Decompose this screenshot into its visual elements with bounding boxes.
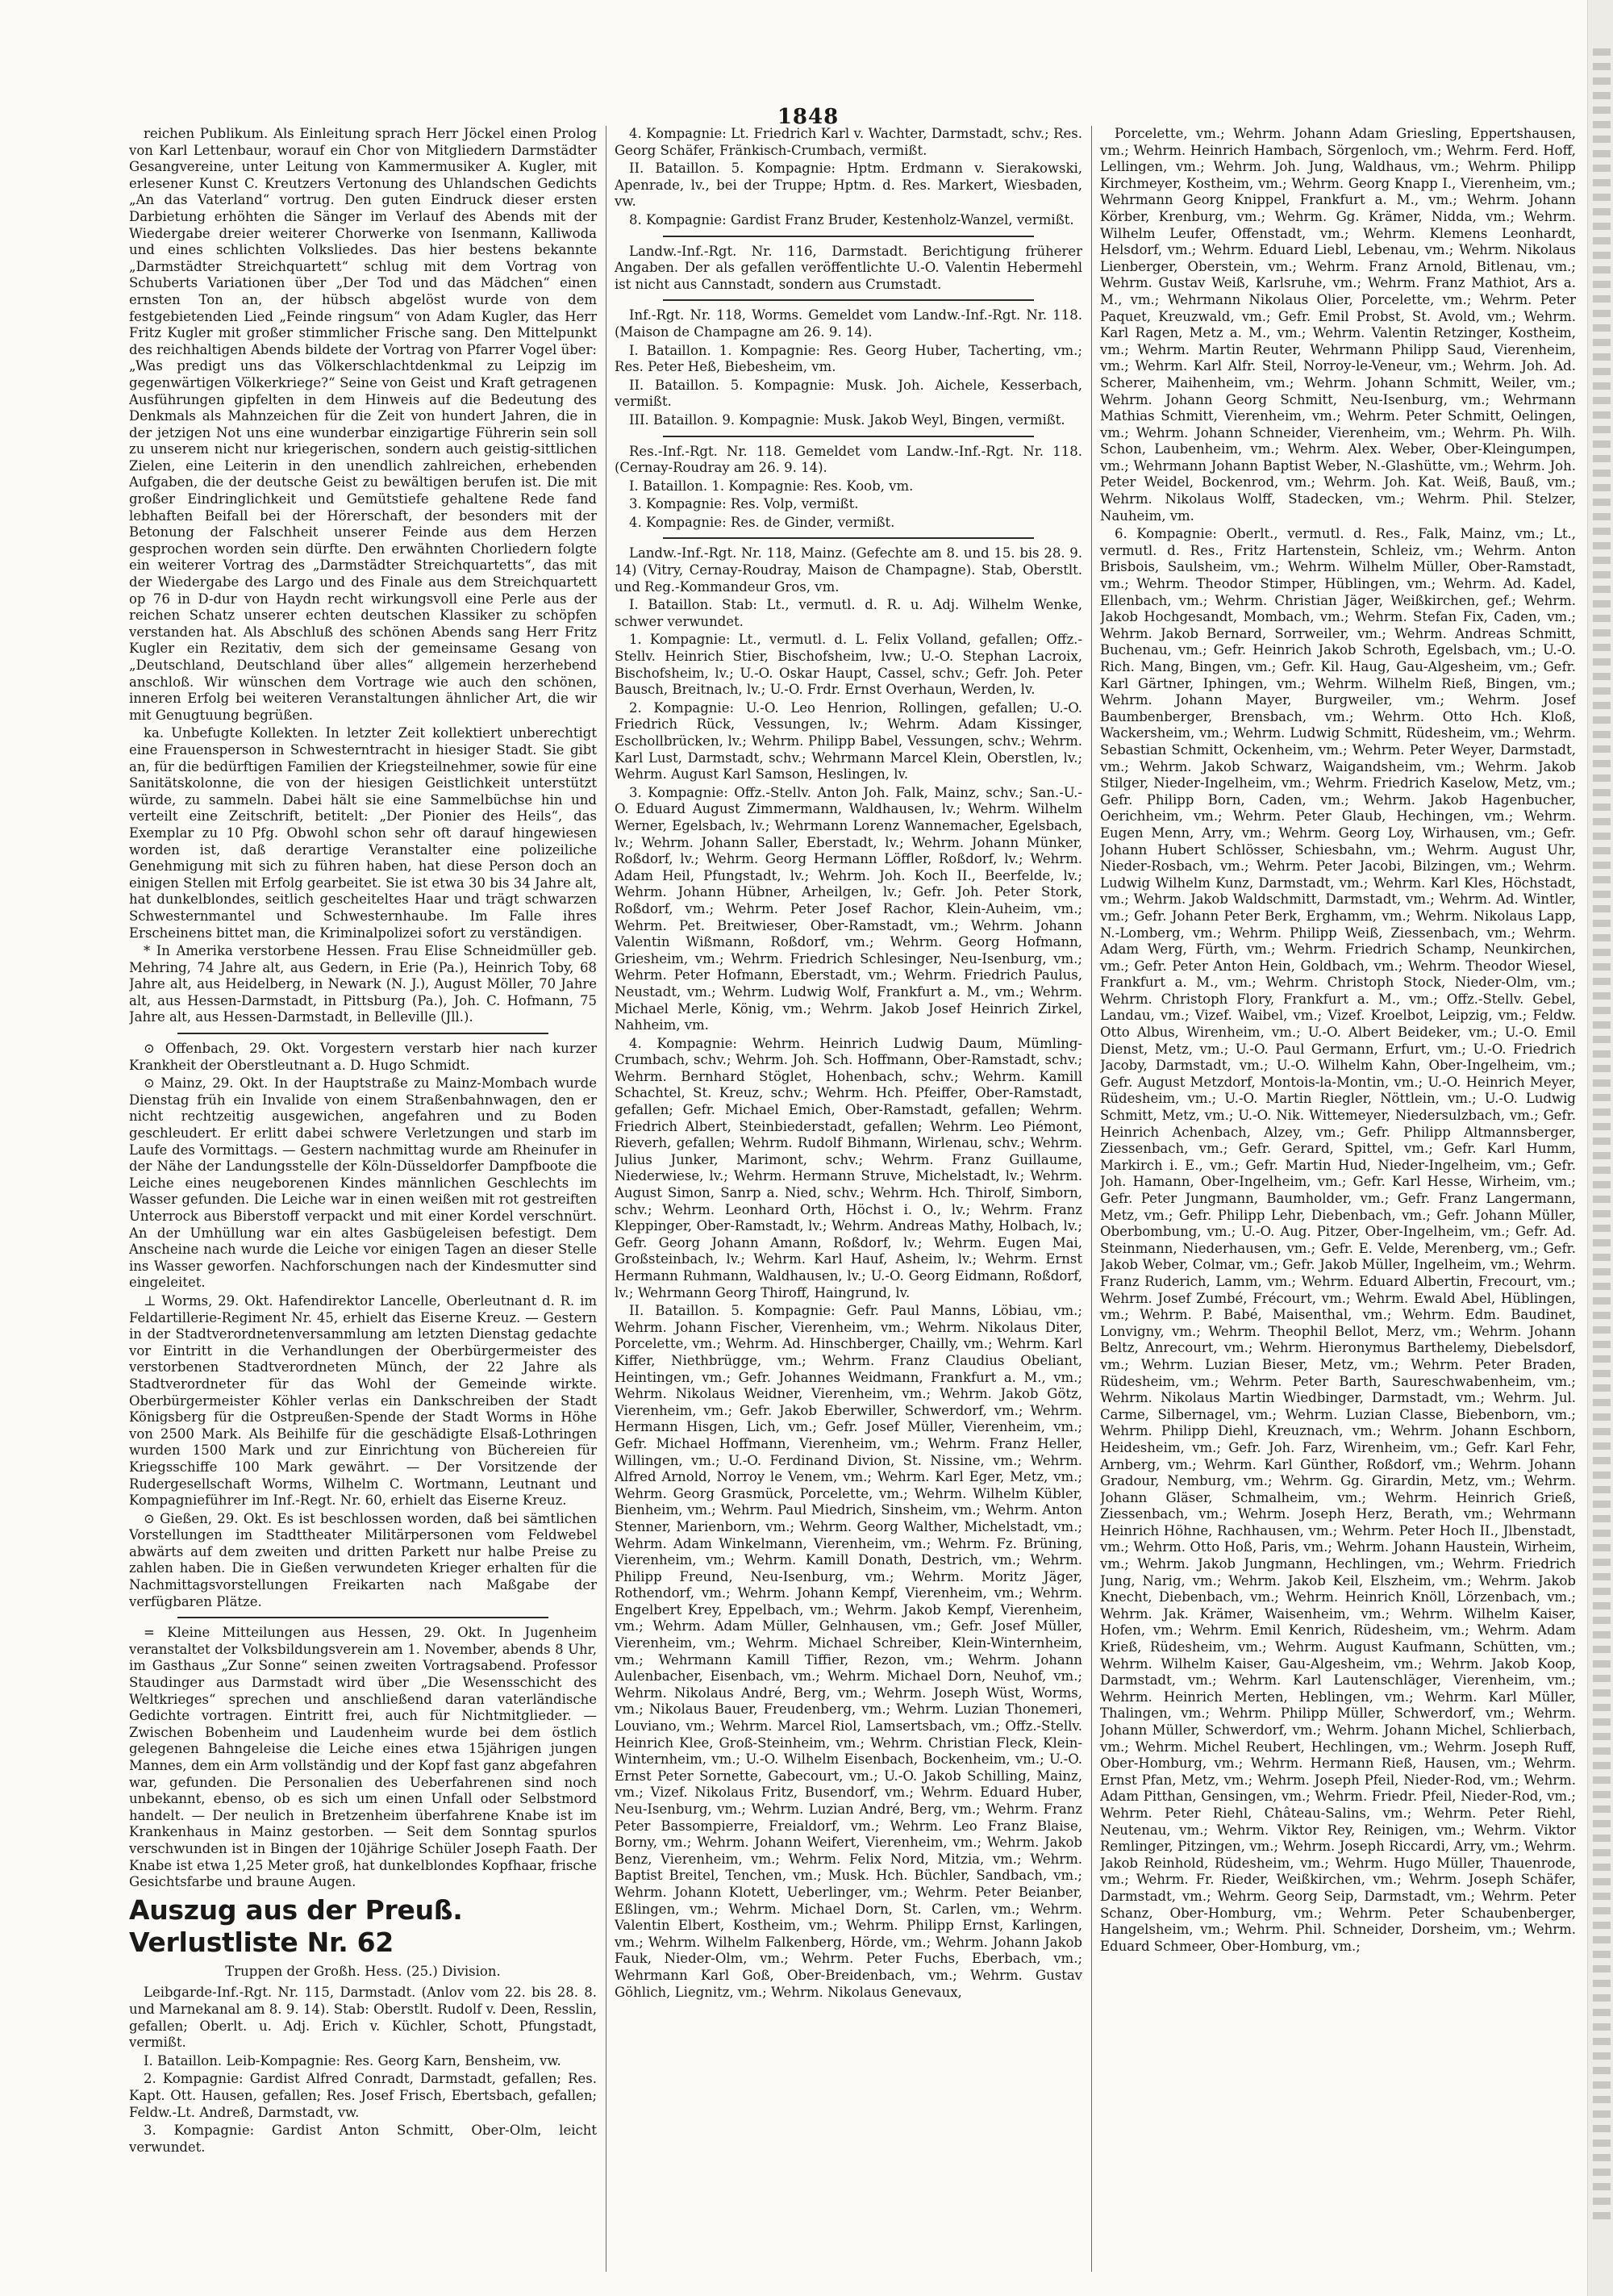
article-paragraph: = Kleine Mitteilungen aus Hessen, 29. Okt. In Jugenheim veranstaltet der Volksbildungsverein am 1. November, abends 8 Uhr, im Gasthaus „Zur Sonne“ seinen zweiten Vortragsabend. Professor Staudinger aus Darmstadt wird über „Die Wesensschicht des Weltkrieges“ sprechen und anschließend daran vaterländische Gedichte vortragen. Eintritt frei, auch für Nichtmitglieder. — Zwischen Bobenheim und Laudenheim wurde bei dem östlich gelegenen Bahngeleise die Leiche eines etwa 15jährigen jungen Mannes, dem ein Arm vollständig und der Kopf fast ganz abgefahren war, gefunden. Die Personalien des Ueberfahrenen sind noch unbekannt, ebenso, ob es sich um einen Unfall oder Selbstmord handelt. — Der neulich in Bretzenheim überfahrene Knabe ist im Krankenhaus in Mainz gestorben. — Seit dem Sonntag spurlos verschwunden ist in Bingen der 10jährige Schüler Joseph Faath. Der Knabe ist etwa 1,25 Meter groß, hat dunkelblondes Kopfhaar, frische Gesichtsfarbe und braune Augen. bbox=[129, 1625, 597, 1890]
article-paragraph: Porcelette, vm.; Wehrm. Johann Adam Griesling, Eppertshausen, vm.; Wehrm. Heinrich Hambach, Sörgenloch, vm.; Wehrm. Ferd. Hoff, Lellingen, vm.; Wehrm. Joh. Jung, Waldhaus, vm.; Wehrm. Philipp Kirchmeyer, Kostheim, vm.; Wehrm. Georg Knapp I., Vierenheim, vm.; Wehrmann Georg Knippel, Frankfurt a. M., vm.; Wehrm. Johann Körber, Krenburg, vm.; Wehrm. Gg. Krämer, Nidda, vm.; Wehrm. Wilhelm Leufer, Offenstadt, vm.; Wehrm. Klemens Leonhardt, Helsdorf, vm.; Wehrm. Eduard Liebl, Lebenau, vm.; Wehrm. Nikolaus Lienberger, Oberstein, vm.; Wehrm. Franz Arnold, Bitlenau, vm.; Wehrm. Gustav Weiß, Karlsruhe, vm.; Wehrm. Franz Mathiot, Ars a. M., vm.; Wehrmann Nikolaus Olier, Porcelette, vm.; Wehrm. Peter Paquet, Kreuzwald, vm.; Gefr. Emil Probst, St. Avold, vm.; Wehrm. Karl Ragen, Metz a. M., vm.; Wehrm. Valentin Retzinger, Kostheim, vm.; Wehrm. Martin Reuter, Wehrmann Philipp Saud, Vierenheim, vm.; Wehrm. Karl Alfr. Steil, Norroy-le-Veneur, vm.; Wehrm. Joh. Ad. Scherer, Maihenheim, vm.; Wehrm. Johann Schmitt, Weiler, vm.; Wehrm. Johann Georg Schmitt, Neu-Isenburg, vm.; Wehrmann Mathias Schmitt, Vierenheim, vm.; Wehrm. Peter Schmitt, Oelingen, vm.; Wehrm. Johann Schneider, Vierenheim, vm.; Wehrm. Ph. Wilh. Schon, Laubenheim, vm.; Wehrm. Alex. Weber, Ober-Kleingumpen, vm.; Wehrmann Johann Baptist Weber, N.-Glashütte, vm.; Wehrm. Joh. Peter Weidel, Bockenrod, vm.; Wehrm. Joh. Kat. Weiß, Bauß, vm.; Wehrm. Nikolaus Wolff, Stadecken, vm.; Wehrm. Phil. Stelzer, Nauheim, vm. bbox=[1100, 126, 1576, 524]
article-paragraph: III. Bataillon. 9. Kompagnie: Musk. Jakob Weyl, Bingen, vermißt. bbox=[629, 411, 1065, 428]
article-paragraph: 3. Kompagnie: Res. Volp, vermißt. bbox=[629, 496, 859, 512]
article-paragraph: ⊙ Mainz, 29. Okt. In der Hauptstraße zu Mainz-Mombach wurde Dienstag früh ein Invalide von einem Straßenbahnwagen, den er nicht rechtzeitig ausgewichen, angefahren und zu Boden geschleudert. Er erlitt dabei schwere Verletzungen und starb im Laufe des Vormittags. — Gestern nachmittag wurde am Rheinufer in der Nähe der Landungsstelle der Köln-Düsseldorfer Dampfboote die Leiche eines neugeborenen Kindes männlichen Geschlechts im Wasser gefunden. Die Leiche war in einen weißen mit rot gestreiften Unterrock aus Biberstoff verpackt und mit einer Kordel verschnürt. An der Umhüllung war ein altes Gasbügeleisen befestigt. Dem Anscheine nach wurde die Leiche vor einigen Tagen an dieser Stelle ins Wasser geworfen. Nachforschungen nach der Kindesmutter sind eingeleitet. bbox=[129, 1075, 597, 1291]
article-paragraph: I. Bataillon. Leib-Kompagnie: Res. Georg Karn, Bensheim, vw. bbox=[144, 2052, 561, 2068]
article-paragraph: * In Amerika verstorbene Hessen. Frau Elise Schneidmüller geb. Mehring, 74 Jahre alt, aus Gedern, in Erie (Pa.), Heinrich Toby, 68 Jahre alt, aus Heidelberg, in Newark (N. J.), August Möller, 70 Jahre alt, aus Hessen-Darmstadt, in Pittsburg (Pa.), Joh. C. Hofmann, 75 Jahre alt, aus Hessen-Darmstadt, in Belleville (Jll.). bbox=[129, 943, 597, 1025]
article-paragraph: ⊥ Worms, 29. Okt. Hafendirektor Lancelle, Oberleutnant d. R. im Feldartillerie-Regiment Nr. 45, erhielt das Eiserne Kreuz. — Gestern in der Stadtverordnetenversammlung am letzten Dienstag gedachte vor Eintritt in die Verhandlungen der Oberbürgermeister des verstorbenen Stadtverordneten Münch, der 22 Jahre als Stadtverordneter für das Wohl der Gemeinde wirkte. Oberbürgermeister Köhler verlas ein Dankschreiben der Stadt Königsberg für die Ostpreußen-Spende der Stadt Worms in Höhe von 2500 Mark. Als Beihilfe für die geschädigte Elsaß-Lothringen wurden 1500 Mark und zur Einrichtung von Büchereien für Kriegsschiffe 100 Mark gewährt. — Der Vorsitzende der Rudergesellschaft Worms, Wilhelm C. Wortmann, Leutnant und Kompagnieführer im Inf.-Regt. Nr. 60, erhielt das Eiserne Kreuz. bbox=[129, 1292, 597, 1509]
article-paragraph: 4. Kompagnie: Res. de Ginder, vermißt. bbox=[629, 514, 895, 530]
article-paragraph: 4. Kompagnie: Wehrm. Heinrich Ludwig Daum, Mümling-Crumbach, schv.; Wehrm. Joh. Sch. Hoffmann, Ober-Ramstadt, schv.; Wehrm. Bernhard Stöglet, Hohenbach, schv.; Wehrm. Kamill Schachtel, St. Kreuz, schv.; Wehrm. Hch. Pfeiffer, Ober-Ramstadt, gefallen; Gefr. Michael Emich, Ober-Ramstadt, gefallen; Wehrm. Friedrich Albert, Steinbiederstadt, gefallen; Wehrm. Leo Piémont, Rieverh, gefallen; Wehrm. Rudolf Bihmann, Wirlenau, schv.; Wehrm. Julius Junker, Marimont, schv.; Wehrm. Franz Guillaume, Niederwiese, lv.; Wehrm. Hermann Struve, Michelstadt, lv.; Wehrm. August Simon, Sanrp a. Nied, schv.; Wehrm. Hch. Thirolf, Simborn, schv.; Wehrm. Leonhard Orth, Höchst i. O., lv.; Wehrm. Franz Kleppinger, Ober-Ramstadt, lv.; Wehrm. Andreas Mathy, Holbach, lv.; Gefr. Georg Johann Amann, Roßdorf, lv.; Wehrm. Eugen Mai, Großsteinbach, lv.; Wehrm. Karl Hauf, Asheim, lv.; Wehrm. Ernst Hermann Ruhmann, Waldhausen, lv.; U.-O. Georg Eidmann, Roßdorf, lv.; Wehrmann Georg Thiroff, Haingrund, lv. bbox=[615, 1035, 1082, 1300]
article-paragraph: I. Bataillon. 1. Kompagnie: Res. Koob, vm. bbox=[629, 478, 914, 494]
article-paragraph: I. Bataillon. 1. Kompagnie: Res. Georg Huber, Tacherting, vm.; Res. Peter Heß, Biebesheim, vm. bbox=[615, 342, 1082, 375]
article-paragraph: 2. Kompagnie: U.-O. Leo Henrion, Rollingen, gefallen; U.-O. Friedrich Rück, Vessungen, lv.; Wehrm. Adam Kissinger, Eschollbrücken, lv.; Wehrm. Philipp Babel, Vessungen, schv.; Wehrm. Karl Lust, Darmstadt, schv.; Wehrmann Marcel Klein, Oberstlen, lv.; Wehrm. August Karl Samson, Heslingen, lv. bbox=[615, 699, 1082, 783]
article-paragraph: 4. Kompagnie: Lt. Friedrich Karl v. Wachter, Darmstadt, schv.; Res. Georg Schäfer, Fränkisch-Crumbach, vermißt. bbox=[615, 126, 1082, 158]
article-paragraph: 1. Kompagnie: Lt., vermutl. d. L. Felix Volland, gefallen; Offz.-Stellv. Heinrich Stier, Bischofsheim, lvw.; U.-O. Stephan Lacroix, Bischofsheim, lv.; U.-O. Oskar Haupt, Cassel, schv.; Gefr. Joh. Peter Bausch, Breitnach, lv.; U.-O. Frdr. Ernst Overhaun, Werden, lv. bbox=[615, 632, 1082, 698]
article-paragraph: II. Bataillon. 5. Kompagnie: Musk. Joh. Aichele, Kesserbach, vermißt. bbox=[615, 377, 1082, 410]
column-middle bbox=[615, 126, 1082, 2272]
adjacent-page-edge bbox=[1587, 0, 1613, 2296]
article-paragraph: ⊙ Offenbach, 29. Okt. Vorgestern verstarb hier nach kurzer Krankheit der Oberstleutnant a. D. Hugo Schmidt. bbox=[129, 1041, 597, 1073]
section-separator bbox=[663, 299, 1034, 301]
article-paragraph: Leibgarde-Inf.-Rgt. Nr. 115, Darmstadt. (Anlov vom 22. bis 28. 8. und Marnekanal am 8. 9. 14). Stab: Oberstlt. Rudolf v. Deen, Resslin, gefallen; Oberlt. u. Adj. Erich v. Küchler, Schott, Pfungstadt, vermißt. bbox=[129, 1985, 597, 2051]
section-separator bbox=[177, 1033, 548, 1034]
article-paragraph: 8. Kompagnie: Gardist Franz Bruder, Kestenholz-Wanzel, vermißt. bbox=[629, 211, 1074, 228]
section-separator bbox=[663, 236, 1034, 237]
article-paragraph: Inf.-Rgt. Nr. 118, Worms. Gemeldet vom Landw.-Inf.-Rgt. Nr. 118. (Maison de Champagne am 26. 9. 14). bbox=[615, 307, 1082, 340]
article-paragraph: Landw.-Inf.-Rgt. Nr. 116, Darmstadt. Berichtigung früherer Angaben. Der als gefallen veröffentlichte U.-O. Valentin Hebermehl ist nicht aus Cannstadt, sondern aus Crumstadt. bbox=[615, 243, 1082, 292]
article-paragraph: I. Bataillon. Stab: Lt., vermutl. d. R. u. Adj. Wilhelm Wenke, schwer verwundet. bbox=[615, 597, 1082, 629]
article-paragraph: 3. Kompagnie: Offz.-Stellv. Anton Joh. Falk, Mainz, schv.; San.-U.-O. Eduard August Zimmermann, Waldhausen, lv.; Wehrm. Wilhelm Werner, Egelsbach, lv.; Wehrmann Lorenz Wannemacher, Egelsbach, lv.; Wehrm. Johann Saller, Eberstadt, lv.; Wehrm. Johann Münker, Roßdorf, lv.; Wehrm. Georg Hermann Löffler, Roßdorf, lv.; Wehrm. Adam Heil, Pfungstadt, lv.; Wehrm. Joh. Koch II., Beerfelde, lv.; Wehrm. Johann Hübner, Arheilgen, lv.; Gefr. Joh. Peter Stork, Roßdorf, vm.; Wehrm. Peter Josef Rachor, Klein-Auheim, vm.; Wehrm. Pet. Breitwieser, Ober-Ramstadt, vm.; Wehrm. Johann Valentin Wißmann, Roßdorf, vm.; Wehrm. Georg Hofmann, Griesheim, vm.; Wehrm. Friedrich Schlesinger, Neu-Isenburg, vm.; Wehrm. Peter Hofmann, Eberstadt, vm.; Wehrm. Friedrich Paulus, Neustadt, vm.; Wehrm. Ludwig Wolf, Frankfurt a. M., vm.; Wehrm. Michael Merle, König, vm.; Wehrm. Jakob Josef Heinrich Zirkel, Nahheim, vm. bbox=[615, 784, 1082, 1033]
adjacent-page-text-fragment bbox=[1593, 48, 1611, 2227]
article-paragraph: II. Bataillon. 5. Kompagnie: Gefr. Paul Manns, Löbiau, vm.; Wehrm. Johann Fischer, Vierenheim, vm.; Wehrm. Nikolaus Diter, Porcelette, vm.; Wehrm. Ad. Hinschberger, Chailly, vm.; Wehrm. Karl Kiffer, Niethbrügge, vm.; Wehrm. Franz Claudius Obeliant, Heintingen, vm.; Gefr. Johannes Weidmann, Frankfurt a. M., vm.; Wehrm. Nikolaus Weidner, Vierenheim, vm.; Wehrm. Jakob Götz, Vierenheim, vm.; Gefr. Jakob Eberwiller, Schwerdorf, vm.; Wehrm. Hermann Hisgen, Lich, vm.; Gefr. Josef Müller, Vierenheim, vm.; Gefr. Michael Hoffmann, Vierenheim, vm.; Wehrm. Franz Heller, Willingen, vm.; U.-O. Ferdinand Divion, St. Nissine, vm.; Wehrm. Alfred Arnold, Norroy le Venem, vm.; Wehrm. Karl Eger, Metz, vm.; Wehrm. Georg Grasmück, Porcelette, vm.; Wehrm. Wilhelm Kübler, Bienheim, vm.; Wehrm. Paul Miedrich, Sinsheim, vm.; Wehrm. Anton Stenner, Marienborn, vm.; Wehrm. Georg Walther, Michelstadt, vm.; Wehrm. Adam Winkelmann, Vierenheim, vm.; Wehrm. Fz. Brüning, Vierenheim, vm.; Wehrm. Kamill Donath, Destrich, vm.; Wehrm. Philipp Freund, Neu-Isenburg, vm.; Wehrm. Moritz Jäger, Rothendorf, vm.; Wehrm. Johann Kempf, Vierenheim, vm.; Wehrm. Engelbert Krey, Eppelbach, vm.; Wehrm. Jakob Kempf, Vierenheim, vm.; Wehrm. Adam Müller, Gelnhausen, vm.; Gefr. Josef Müller, Vierenheim, vm.; Wehrm. Michael Schreiber, Klein-Winternheim, vm.; Wehrmann Kamill Tiffier, Rezon, vm.; Wehrm. Johann Aulenbacher, Eisenbach, vm.; Wehrm. Michael Dorn, Neuhof, vm.; Wehrm. Nikolaus André, Berg, vm.; Wehrm. Joseph Wüst, Worms, vm.; Nikolaus Bauer, Freudenberg, vm.; Wehrm. Luzian Thonemeri, Louviano, vm.; Wehrm. Marcel Riol, Lamsertsbach, vm.; Offz.-Stellv. Heinrich Klee, Groß-Steinheim, vm.; Wehrm. Christian Fleck, Klein-Winternheim, vm.; U.-O. Wilhelm Eisenbach, Bockenheim, vm.; U.-O. Ernst Peter Sornette, Gabecourt, vm.; U.-O. Jakob Schilling, Mainz, vm.; Vizef. Nikolaus Fritz, Busendorf, vm.; Wehrm. Eduard Huber, Neu-Isenburg, vm.; Wehrm. Luzian André, Berg, vm.; Wehrm. Franz Peter Bassompierre, Freialdorf, vm.; Wehrm. Leo Franz Blaise, Borny, vm.; Wehrm. Johann Weifert, Vierenheim, vm.; Wehrm. Jakob Benz, Vierenheim, vm.; Wehrm. Felix Nord, Mitzia, vm.; Wehrm. Baptist Breitel, Tenchen, vm.; Musk. Hch. Büchler, Sandbach, vm.; Wehrm. Johann Klotett, Ueberlinger, vm.; Wehrm. Peter Beianber, Eßlingen, vm.; Wehrm. Michael Dorn, St. Carlen, vm.; Wehrm. Valentin Elbert, Kostheim, vm.; Wehrm. Philipp Ernst, Karlingen, vm.; Wehrm. Wilhelm Falkenberg, Hörde, vm.; Wehrm. Johann Jakob Fauk, Nieder-Olm, vm.; Wehrm. Peter Fuchs, Eberbach, vm.; Wehrmann Karl Goß, Ober-Breidenbach, vm.; Wehrm. Gustav Göhlich, Liegnitz, vm.; Wehrm. Nikolaus Genevaux, bbox=[615, 1303, 1082, 2000]
article-paragraph: Landw.-Inf.-Rgt. Nr. 118, Mainz. (Gefechte am 8. und 15. bis 28. 9. 14) (Vitry, Cernay-Roudray, Maison de Champagne). Stab, Oberstlt. und Reg.-Kommandeur Gros, vm. bbox=[615, 545, 1082, 595]
column-left bbox=[129, 126, 597, 2272]
page-number: 1848 bbox=[777, 105, 840, 129]
section-headline: Auszug aus der Preuß. Verlustliste Nr. 62 bbox=[129, 1893, 463, 1958]
column-divider bbox=[1091, 126, 1092, 2272]
section-separator bbox=[177, 1617, 548, 1618]
article-paragraph: ka. Unbefugte Kollekten. In letzter Zeit kollektiert unberechtigt eine Frauensperson in Schwesterntracht in hiesiger Stadt. Sie gibt an, für die bedürftigen Familien der Kriegsteilnehmer, sowie für eine Sanitätskolonne, die von der hiesigen Geistlichkeit unterstützt würde, zu sammeln. Dabei hält sie eine Sammelbüchse hin und verteilt eine Zeitschrift, betitelt: „Der Pionier des Heils“, das Exemplar zu 10 Pfg. Obwohl schon sehr oft darauf hingewiesen worden ist, daß derartige Veranstalter eine polizeiliche Genehmigung mit sich zu führen haben, hat diese Person doch an einigen Stellen mit Erfolg gearbeitet. Sie ist etwa 30 bis 34 Jahre alt, hat dunkelblondes, seitlich gescheiteltes Haar und trägt schwarzen Schwesternmantel und Schwesternhaube. Im Falle ihres Erscheinens bittet man, die Kriminalpolizei sofort zu verständigen. bbox=[129, 725, 597, 941]
article-paragraph: II. Bataillon. 5. Kompagnie: Hptm. Erdmann v. Sierakowski, Apenrade, lv., bei der Truppe; Hptm. d. Res. Markert, Wiesbaden, vw. bbox=[615, 161, 1082, 210]
article-paragraph: 2. Kompagnie: Gardist Alfred Conradt, Darmstadt, gefallen; Res. Kapt. Ott. Hausen, gefallen; Res. Josef Frisch, Ebertsbach, gefallen; Feldw.-Lt. Andreß, Darmstadt, vw. bbox=[129, 2071, 597, 2120]
column-right bbox=[1100, 126, 1576, 2272]
article-paragraph: ⊙ Gießen, 29. Okt. Es ist beschlossen worden, daß bei sämtlichen Vorstellungen im Stadttheater Militärpersonen vom Feldwebel abwärts auf dem zweiten und dritten Parkett nur halbe Preise zu zahlen haben. Die in Gießen verwundeten Krieger erhalten für die Nachmittagsvorstellungen Freikarten nach Maßgabe der verfügbaren Plätze. bbox=[129, 1510, 597, 1609]
article-paragraph: reichen Publikum. Als Einleitung sprach Herr Jöckel einen Prolog von Karl Lettenbaur, worauf ein Chor von Mitgliedern Darmstädter Gesangvereine, unter Leitung von Kammermusiker A. Kugler, mit erlesener Kunst C. Kreutzers Vertonung des Uhlandschen Gedichts „An das Vaterland“ vortrug. Den guten Eindruck dieser ersten Darbietung erhöhten die Sänger im Verlauf des Abends mit der Wiedergabe dreier weiterer Chorwerke von Isenmann, Kalliwoda und eines schlichten Volksliedes. Das hier bestens bekannte „Darmstädter Streichquartett“ schlug mit dem Vortrag von Schuberts Variationen über „Der Tod und das Mädchen“ einen ernsten Ton an, der hübsch abgelöst wurde von dem festgebietenden Lied „Feinde ringsum“ von Adam Kugler, das Herr Fritz Kugler mit großer stimmlicher Frische sang. Den Mittelpunkt des reichhaltigen Abends bildete der Vortrag von Pfarrer Vogel über: „Was predigt uns das Völkerschlachtdenkmal zu Leipzig im gegenwärtigen Völkerkriege?“ Seine von Geist und Kraft getragenen Ausführungen gipfelten in dem Hinweis auf die Bedeutung des Denkmals als Mahnzeichen für die Zeit von hundert Jahren, die in der jetzigen Not uns eine wunderbar einzigartige Führerin sein soll zu unserem nicht nur kriegerischen, sondern auch geistig-sittlichen Zielen, eine Leiterin in den unendlich zahlreichen, erhebenden Aufgaben, die der deutsche Geist zu bewältigen berufen ist. Die mit großer Eindringlichkeit und Gemütstiefe gehaltene Rede fand lebhaften Beifall bei der Hörerschaft, der besonders mit der Betonung der Falschheit unserer Feinde aus dem Herzen gesprochen worden sein dürfte. Den erwähnten Chorliedern folgte ein weiterer Vortrag des „Darmstädter Streichquartetts“, das mit der Wiedergabe des Largo und des Finale aus dem Streichquartett op 76 in D-dur von Haydn recht wirkungsvoll eine Perle aus der reichen Schatz unserer echten deutschen Klassiker zu schöpfen verstanden hat. Als Abschluß des schönen Abends sang Herr Fritz Kugler ein Rezitativ, dem sich der gemeinsame Gesang von „Deutschland, Deutschland über alles“ allgemein herzerhebend anschloß. Wir wünschen dem Vortrage wie auch den schönen, inneren Erfolg bei weiteren Veranstaltungen ähnlicher Art, die wir mit Genugtuung begrüßen. bbox=[129, 126, 597, 723]
section-separator bbox=[663, 436, 1034, 437]
article-paragraph: 3. Kompagnie: Gardist Anton Schmitt, Ober-Olm, leicht verwundet. bbox=[129, 2123, 597, 2155]
section-separator bbox=[663, 537, 1034, 539]
article-paragraph: 6. Kompagnie: Oberlt., vermutl. d. Res., Falk, Mainz, vm.; Lt., vermutl. d. Res., Fritz Hartenstein, Schleiz, vm.; Wehrm. Anton Brisbois, Saulsheim, vm.; Wehrm. Wilhelm Müller, Ober-Ramstadt, vm.; Wehrm. Theodor Stimper, Hüblingen, vm.; Wehrm. Ad. Kadel, Ellenbach, vm.; Wehrm. Christian Jäger, Weißkirchen, gef.; Wehrm. Jakob Hochgesandt, Mombach, vm.; Wehrm. Stefan Fix, Caden, vm.; Wehrm. Jakob Bernard, Sorrweiler, vm.; Wehrm. Andreas Schmitt, Buchenau, vm.; Gefr. Heinrich Jakob Schroth, Egelsbach, vm.; U.-O. Rich. Mang, Bingen, vm.; Gefr. Kil. Haug, Gau-Algesheim, vm.; Gefr. Karl Gärtner, Iphingen, vm.; Wehrm. Wilhelm Rieß, Bingen, vm.; Wehrm. Johann Mayer, Burgweiler, vm.; Wehrm. Josef Baumbenberger, Brensbach, vm.; Wehrm. Otto Hch. Kloß, Wackersheim, vm.; Wehrm. Ludwig Schmitt, Rüdesheim, vm.; Wehrm. Sebastian Schmitt, Ockenheim, vm.; Wehrm. Peter Weyer, Darmstadt, vm.; Wehrm. Jakob Schwarz, Waigandsheim, vm.; Wehrm. Jakob Stilger, Nieder-Ingelheim, vm.; Wehrm. Friedrich Kaselow, Metz, vm.; Gefr. Philipp Born, Caden, vm.; Wehrm. Jakob Hagenbucher, Oerichheim, vm.; Wehrm. Peter Glaub, Hechingen, vm.; Wehrm. Eugen Menn, Arry, vm.; Wehrm. Georg Loy, Wirhausen, vm.; Gefr. Johann Hubert Schlösser, Schiesbahn, vm.; Wehrm. August Uhr, Nieder-Rosbach, vm.; Wehrm. Peter Jacobi, Bilzingen, vm.; Wehrm. Ludwig Wilhelm Kunz, Darmstadt, vm.; Wehrm. Karl Kles, Höchstadt, vm.; Wehrm. Jakob Waldschmitt, Darmstadt, vm.; Wehrm. Ad. Wintler, vm.; Gefr. Johann Peter Berk, Erghamm, vm.; Wehrm. Nikolaus Lapp, N.-Lomberg, vm.; Wehrm. Philipp Weiß, Ziessenbach, vm.; Wehrm. Adam Werg, Fürth, vm.; Wehrm. Friedrich Schamp, Neunkirchen, vm.; Gefr. Peter Anton Hein, Goldbach, vm.; Wehrm. Theodor Wiesel, Frankfurt a. M., vm.; Wehrm. Christoph Stock, Nieder-Olm, vm.; Wehrm. Christoph Flory, Frankfurt a. M., vm.; Offz.-Stellv. Gebel, Landau, vm.; Vizef. Waibel, vm.; Vizef. Kroelbot, Leipzig, vm.; Feldw. Otto Albus, Wirenheim, vm.; U.-O. Albert Beideker, vm.; U.-O. Emil Dienst, Metz, vm.; U.-O. Paul Germann, Erfurt, vm.; U.-O. Friedrich Jacoby, Darmstadt, vm.; U.-O. Wilhelm Kahn, Ober-Ingelheim, vm.; Gefr. August Metzdorf, Montois-la-Montin, vm.; U.-O. Heinrich Meyer, Rüdesheim, vm.; U.-O. Martin Riegler, Nöttlein, vm.; U.-O. Ludwig Schmitt, Metz, vm.; U.-O. Nik. Wittemeyer, Niedersulzbach, vm.; Gefr. Heinrich Achenbach, Alzey, vm.; Gefr. Philipp Altmannsberger, Ziessenbach, vm.; Gefr. Gerard, Spittel, vm.; Gefr. Karl Humm, Markirch i. E., vm.; Gefr. Martin Hud, Nieder-Ingelheim, vm.; Gefr. Joh. Hamann, Ober-Ingelheim, vm.; Gefr. Karl Hesse, Wirheim, vm.; Gefr. Peter Jungmann, Baumholder, vm.; Gefr. Franz Langermann, Metz, vm.; Gefr. Philipp Lehr, Diebenbach, vm.; Gefr. Johann Müller, Oberbombung, vm.; U.-O. Aug. Pitzer, Ober-Ingelheim, vm.; Gefr. Ad. Steinmann, Niederhausen, vm.; Gefr. E. Velde, Merenberg, vm.; Gefr. Jakob Weber, Colmar, vm.; Gefr. Jakob Müller, Ingelheim, vm.; Wehrm. Franz Ruderich, Lamm, vm.; Wehrm. Eduard Albertin, Frecourt, vm.; Wehrm. Josef Zumbé, Frécourt, vm.; Wehrm. Ewald Abel, Hüblingen, vm.; Wehrm. P. Babé, Maisenthal, vm.; Wehrm. Edm. Baudinet, Lonvigny, vm.; Wehrm. Theophil Bellot, Merz, vm.; Wehrm. Johann Beltz, Anrecourt, vm.; Wehrm. Hieronymus Barthelemy, Diebelsdorf, vm.; Wehrm. Luzian Bieser, Metz, vm.; Wehrm. Peter Braden, Rüdesheim, vm.; Wehrm. Peter Barth, Saureschwabenheim, vm.; Wehrm. Nikolaus Martin Wiedbinger, Darmstadt, vm.; Wehrm. Jul. Carme, Silbernagel, vm.; Wehrm. Luzian Classe, Biebenborn, vm.; Wehrm. Philipp Diehl, Kreuznach, vm.; Wehrm. Johann Eschborn, Heidesheim, vm.; Gefr. Joh. Farz, Wirenheim, vm.; Gefr. Karl Fehr, Arnberg, vm.; Wehrm. Karl Günther, Roßdorf, vm.; Wehrm. Johann Gradour, Nemburg, vm.; Wehrm. Gg. Girardin, Metz, vm.; Wehrm. Johann Gläser, Schmalheim, vm.; Wehrm. Heinrich Grieß, Ziessenbach, vm.; Wehrm. Joseph Herz, Berath, vm.; Wehrmann Heinrich Höhne, Rachhausen, vm.; Wehrm. Peter Hoch II., Jlbenstadt, vm.; Wehrm. Otto Hoß, Paris, vm.; Wehrm. Johann Haustein, Wirheim, vm.; Wehrm. Jakob Jungmann, Hechlingen, vm.; Wehrm. Friedrich Jung, Narig, vm.; Wehrm. Jakob Keil, Elszheim, vm.; Wehrm. Jakob Knecht, Diebenbach, vm.; Wehrm. Heinrich Knöll, Lörzenbach, vm.; Wehrm. Jak. Krämer, Waisenheim, vm.; Wehrm. Wilhelm Kaiser, Hofen, vm.; Wehrm. Emil Kenrich, Rüdesheim, vm.; Wehrm. Adam Krieß, Rüdesheim, vm.; Wehrm. August Kaufmann, Schütten, vm.; Wehrm. Wilhelm Kaiser, Gau-Algesheim, vm.; Wehrm. Jakob Koop, Darmstadt, vm.; Wehrm. Karl Lautenschläger, Vierenheim, vm.; Wehrm. Heinrich Merten, Heblingen, vm.; Wehrm. Karl Müller, Thalingen, vm.; Wehrm. Philipp Müller, Schwerdorf, vm.; Wehrm. Johann Müller, Schwerdorf, vm.; Wehrm. Johann Michel, Schlierbach, vm.; Wehrm. Michel Reubert, Hechlingen, vm.; Wehrm. Joseph Ruff, Ober-Homburg, vm.; Wehrm. Hermann Rieß, Hausen, vm.; Wehrm. Ernst Pfan, Metz, vm.; Wehrm. Joseph Pfeil, Nieder-Rod, vm.; Wehrm. Adam Pitthan, Gensingen, vm.; Wehrm. Friedr. Pfeil, Nieder-Rod, vm.; Wehrm. Peter Riehl, Château-Salins, vm.; Wehrm. Peter Riehl, Neutenau, vm.; Wehrm. Viktor Rey, Reinigen, vm.; Wehrm. Viktor Remlinger, Pitzingen, vm.; Wehrm. Joseph Riccardi, Arry, vm.; Wehrm. Jakob Reinhold, Rüdesheim, vm.; Wehrm. Hugo Müller, Thauenrode, vm.; Wehrm. Fr. Rieder, Weißkirchen, vm.; Wehrm. Joseph Schäfer, Darmstadt, vm.; Wehrm. Georg Seip, Darmstadt, vm.; Wehrm. Peter Schanz, Ober-Homburg, vm.; Wehrm. Peter Schaubenberger, Hangelsheim, vm.; Wehrm. Phil. Schneider, Dorsheim, vm.; Wehrm. Eduard Schmeer, Ober-Homburg, vm.; bbox=[1100, 526, 1576, 1954]
section-subheading: Truppen der Großh. Hess. (25.) Division. bbox=[225, 1963, 501, 1979]
article-paragraph: Res.-Inf.-Rgt. Nr. 118. Gemeldet vom Landw.-Inf.-Rgt. Nr. 118. (Cernay-Roudray am 26. 9. 14). bbox=[615, 443, 1082, 476]
